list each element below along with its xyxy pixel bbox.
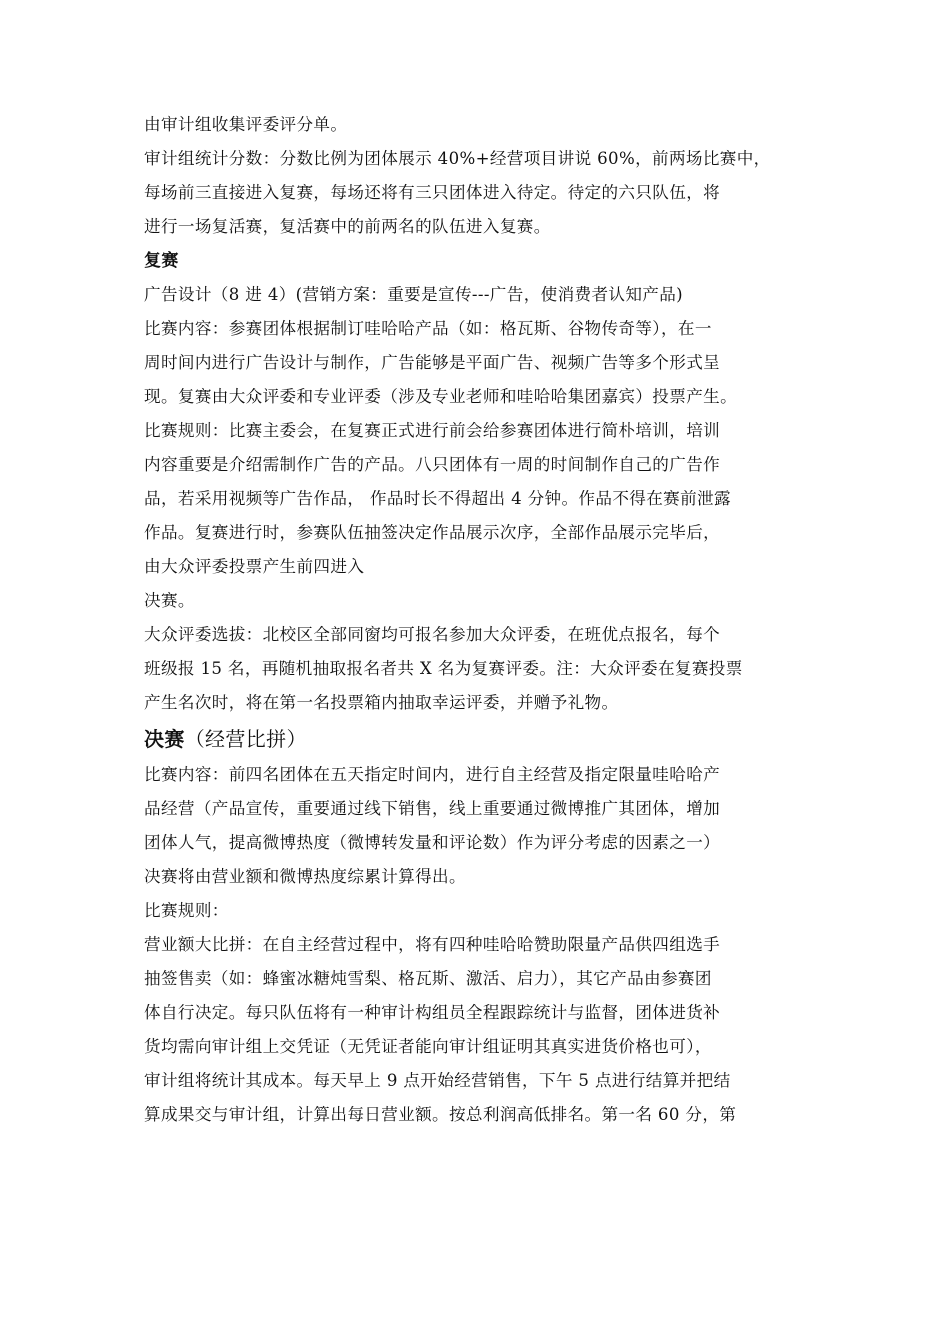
- section-heading: 复赛: [144, 251, 179, 271]
- paragraph-line: 营业额大比拼：在自主经营过程中，将有四种哇哈哈赞助限量产品供四组选手: [144, 935, 721, 954]
- paragraph-line: 团体人气，提高微博热度（微博转发量和评论数）作为评分考虑的因素之一）: [144, 833, 721, 852]
- paragraph-line: 算成果交与审计组，计算出每日营业额。按总利润高低排名。第一名 60 分，第: [144, 1105, 737, 1124]
- section-heading: [144, 720, 834, 758]
- paragraph-line: 由审计组收集评委评分单。: [144, 115, 348, 134]
- document-body: [144, 108, 834, 1132]
- paragraph-line: 班级报 15 名，再随机抽取报名者共 X 名为复赛评委。注：大众评委在复赛投票: [144, 659, 743, 678]
- section-heading-title: 决赛: [144, 727, 185, 751]
- paragraph-line: 现。复赛由大众评委和专业评委（涉及专业老师和哇哈哈集团嘉宾）投票产生。: [144, 387, 738, 406]
- paragraph-line: 品，若采用视频等广告作品， 作品时长不得超出 4 分钟。作品不得在赛前泄露: [144, 489, 731, 508]
- section-heading-subtitle: （经营比拼）: [184, 727, 307, 751]
- paragraph-line: 品经营（产品宣传，重要通过线下销售，线上重要通过微博推广其团体，增加: [144, 799, 721, 818]
- paragraph-line: 进行一场复活赛，复活赛中的前两名的队伍进入复赛。: [144, 217, 551, 236]
- paragraph-line: 体自行决定。每只队伍将有一种审计构组员全程跟踪统计与监督，团体进货补: [144, 1003, 721, 1022]
- paragraph-line: 审计组将统计其成本。每天早上 9 点开始经营销售，下午 5 点进行结算并把结: [144, 1071, 731, 1090]
- paragraph-line: 抽签售卖（如：蜂蜜冰糖炖雪梨、格瓦斯、激活、启力），其它产品由参赛团: [144, 969, 712, 988]
- paragraph-line: 比赛内容：参赛团体根据制订哇哈哈产品（如：格瓦斯、谷物传奇等），在一: [144, 319, 712, 338]
- paragraph-line: 比赛规则：比赛主委会，在复赛正式进行前会给参赛团体进行简朴培训，培训: [144, 421, 721, 440]
- paragraph-line: 内容重要是介绍需制作广告的产品。八只团体有一周的时间制作自己的广告作: [144, 455, 721, 474]
- paragraph-line: 决赛。: [144, 591, 195, 610]
- paragraph-line: 审计组统计分数：分数比例为团体展示 40%+经营项目讲说 60%，前两场比赛中，: [144, 149, 771, 168]
- paragraph-line: 比赛内容：前四名团体在五天指定时间内，进行自主经营及指定限量哇哈哈产: [144, 765, 721, 784]
- paragraph-line: 每场前三直接进入复赛，每场还将有三只团体进入待定。待定的六只队伍，将: [144, 183, 721, 202]
- paragraph-line: 比赛规则：: [144, 901, 229, 920]
- paragraph-line: 由大众评委投票产生前四进入: [144, 557, 365, 576]
- paragraph-line: 货均需向审计组上交凭证（无凭证者能向审计组证明其真实进货价格也可），: [144, 1037, 712, 1056]
- paragraph-line: 作品。复赛进行时，参赛队伍抽签决定作品展示次序，全部作品展示完毕后，: [144, 523, 721, 542]
- paragraph-line: 决赛将由营业额和微博热度综累计算得出。: [144, 867, 466, 886]
- paragraph-line: 产生名次时，将在第一名投票箱内抽取幸运评委，并赠予礼物。: [144, 693, 619, 712]
- paragraph-line: 周时间内进行广告设计与制作，广告能够是平面广告、视频广告等多个形式呈: [144, 353, 721, 372]
- paragraph-line: 大众评委选拔：北校区全部同窗均可报名参加大众评委，在班优点报名，每个: [144, 625, 721, 644]
- paragraph-line: 广告设计（8 进 4）(营销方案：重要是宣传---广告，使消费者认知产品): [144, 285, 684, 304]
